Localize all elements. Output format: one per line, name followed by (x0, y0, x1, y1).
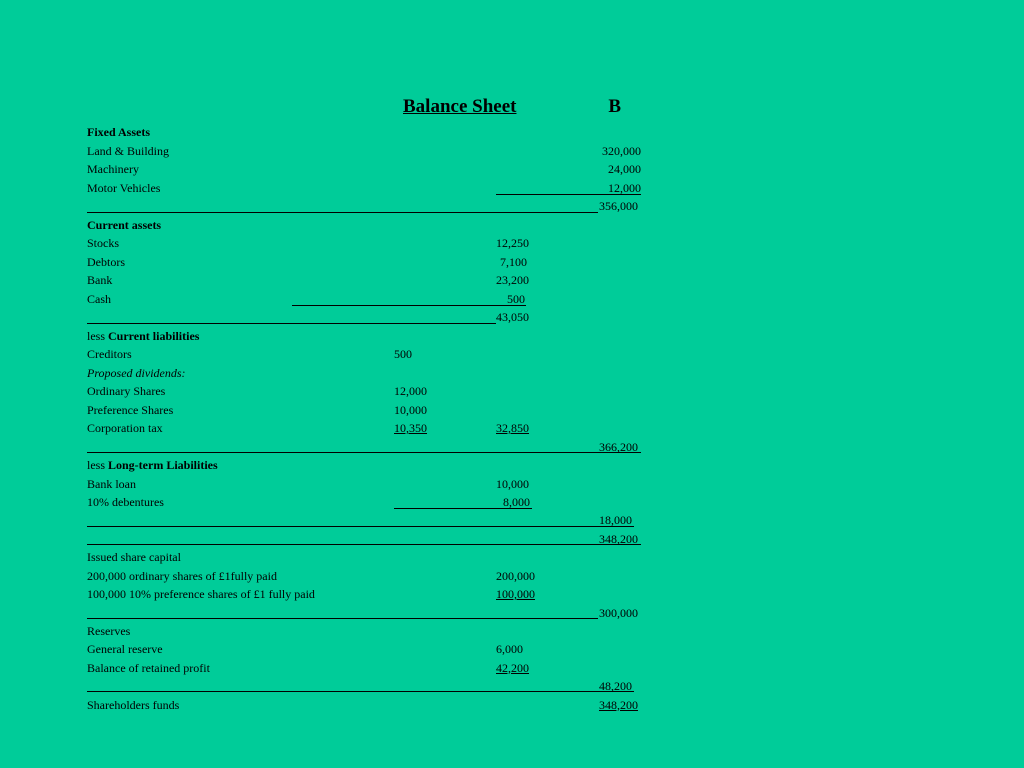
row-value: 10,000 (394, 402, 427, 417)
row-value: 12,000 (394, 384, 427, 398)
row-label: Creditors (87, 347, 132, 361)
total-value: 43,050 (496, 310, 529, 324)
row-label: Bank loan (87, 476, 136, 491)
rule-line (292, 305, 526, 306)
table-row (0, 345, 1024, 363)
heading-prefix: less (87, 458, 108, 472)
section-heading (87, 456, 218, 474)
share-capital-heading-row (0, 548, 1024, 566)
row-label: 100,000 10% preference shares of £1 fully paid (87, 587, 315, 601)
row-label: Bank (87, 273, 113, 287)
total-row (0, 308, 1024, 326)
total-row (0, 511, 1024, 529)
total-row (0, 677, 1024, 695)
row-value: 10,350 (394, 421, 427, 435)
total-value: 356,000 (599, 199, 638, 213)
heading-prefix: less (87, 328, 108, 343)
table-row (0, 234, 1024, 252)
row-label: Cash (87, 291, 111, 306)
table-row (0, 567, 1024, 585)
section-heading: Issued share capital (87, 550, 181, 564)
row-value: 500 (394, 347, 412, 361)
fixed-assets-heading-row (0, 123, 1024, 141)
section-heading: Reserves (87, 624, 131, 638)
table-row (0, 401, 1024, 419)
long-term-liabilities-heading-row (0, 456, 1024, 474)
table-row (0, 475, 1024, 493)
row-value: 200,000 (496, 568, 535, 583)
section-heading (87, 327, 199, 345)
reserves-heading-row (0, 622, 1024, 640)
row-value: 7,100 (500, 254, 527, 269)
row-value: 12,000 (608, 180, 641, 195)
current-assets-heading-row (0, 216, 1024, 234)
table-row (0, 659, 1024, 677)
title-text: Balance Sheet (403, 96, 517, 117)
total-row (0, 197, 1024, 215)
row-label: Land & Building (87, 143, 169, 158)
table-row (0, 696, 1024, 714)
row-value: 42,200 (496, 660, 529, 675)
row-label: Preference Shares (87, 402, 174, 417)
row-label: Debtors (87, 254, 125, 269)
row-label: Stocks (87, 236, 120, 250)
total-value: 366,200 (599, 439, 638, 454)
rule-line (394, 508, 532, 509)
table-row (0, 419, 1024, 437)
table-row (0, 160, 1024, 178)
row-value: 320,000 (602, 143, 641, 158)
total-value: 48,200 (599, 679, 632, 693)
section-heading: Current assets (87, 217, 162, 232)
net-assets-value: 348,200 (599, 531, 638, 546)
table-row (0, 142, 1024, 160)
shareholders-funds-value: 348,200 (599, 697, 638, 712)
row-value: 500 (507, 291, 525, 306)
row-label: Shareholders funds (87, 697, 180, 712)
title-letter: B (608, 96, 621, 117)
row-label: Motor Vehicles (87, 180, 161, 195)
page-title (403, 96, 621, 118)
table-row (0, 364, 1024, 382)
table-row (0, 585, 1024, 603)
table-row (0, 640, 1024, 658)
row-value: 23,200 (496, 273, 529, 287)
row-value: 24,000 (608, 162, 641, 176)
row-label: Machinery (87, 162, 139, 176)
row-value: 12,250 (496, 236, 529, 250)
row-label: 200,000 ordinary shares of £1fully paid (87, 568, 277, 583)
row-label: Proposed dividends: (87, 365, 186, 380)
row-value: 8,000 (503, 495, 530, 509)
rule-line (496, 194, 641, 195)
heading-text: Current liabilities (108, 328, 200, 343)
total-row (0, 530, 1024, 548)
row-value: 100,000 (496, 587, 535, 601)
row-label: General reserve (87, 642, 163, 656)
total-row (0, 438, 1024, 456)
heading-text: Long-term Liabilities (108, 458, 218, 472)
row-label: Corporation tax (87, 421, 163, 435)
row-label: Ordinary Shares (87, 384, 166, 398)
row-label: Balance of retained profit (87, 660, 210, 675)
row-total: 32,850 (496, 421, 529, 435)
row-value: 6,000 (496, 642, 523, 656)
total-row (0, 604, 1024, 622)
table-row (0, 271, 1024, 289)
total-value: 18,000 (599, 513, 632, 527)
row-value: 10,000 (496, 476, 529, 491)
table-row (0, 253, 1024, 271)
table-row (0, 382, 1024, 400)
current-liabilities-heading-row (0, 327, 1024, 345)
row-label: 10% debentures (87, 495, 164, 509)
section-heading: Fixed Assets (87, 125, 150, 139)
total-value: 300,000 (599, 605, 638, 620)
